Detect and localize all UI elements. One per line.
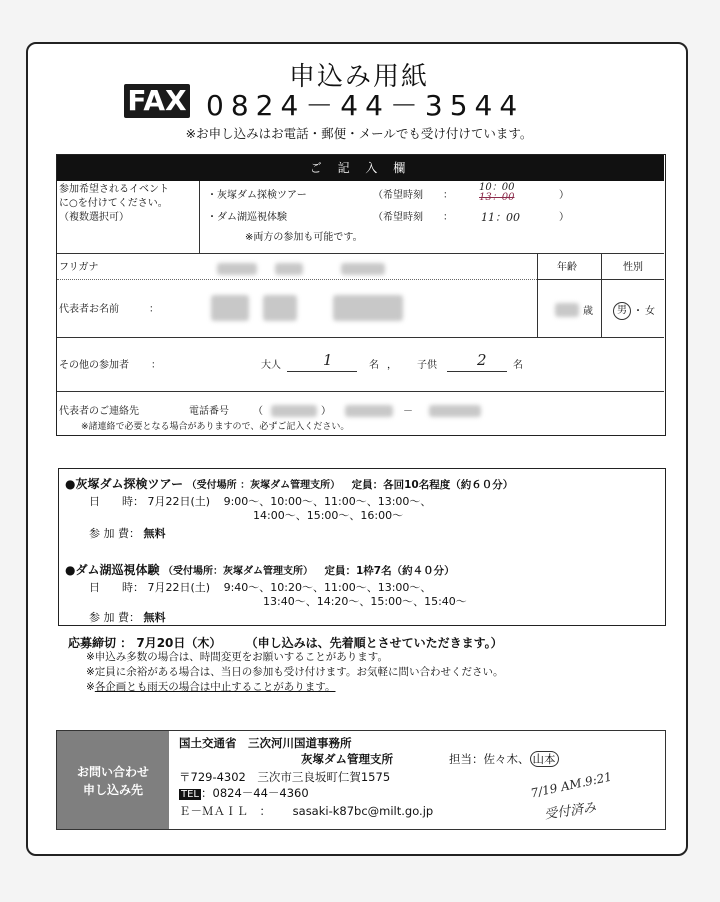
application-form-sheet [26,42,688,856]
event-prompt: 参加希望されるイベント に○を付けてください。 （複数選択可） [59,184,169,223]
patrol-time-value: 11：00 [481,211,520,224]
age-header: 年齢 [557,262,577,273]
notes: ※申込み多数の場合は、時間変更をお願いすることがあります。 ※定員に余裕がある場合は、当日の参加も受け付けます。お気軽に問い合わせください。 ※各企画とも雨天の場合は中止することがあります。 [86,651,504,693]
column-divider [199,181,200,253]
row-divider [57,253,664,254]
contact-label: 代表者のご連絡先 [59,406,139,417]
redacted-name [263,295,297,321]
staff-circled: 山本 [530,751,559,767]
page-title: 申込み用紙 [288,62,429,92]
tour-time-struck: 13：00 [479,192,515,203]
contact-office: 灰塚ダム管理支所 [301,752,393,766]
contact-postal: 〒729-4302 三次市三良坂町仁賀1575 [179,770,391,784]
form-heading: ご 記 入 欄 [57,155,664,181]
both-note: ※両方の参加も可能です。 [245,232,363,243]
option-patrol[interactable]: ・ダム湖巡視体験 （希望時刻 ： 11：00 ） [207,211,569,224]
column-divider [537,253,538,337]
entry-form: ご 記 入 欄 参加希望されるイベント に○を付けてください。 （複数選択可） ・灰塚ダム探検ツアー （希望時刻 ： 10：00 13：00 ） ・ダム湖巡視体験 （希望時刻 ： 11：00 ） ※両方の参加も可能です。 フリガナ 年齢 性別 代表者お名前 ： 歳 男 ・ 女 その他の参加者 ： 大人 1 名 ， 子供 2 名 代表者のご連絡先 電話番号 （ ） － ※諸連絡で必要となる場合がありますので、必ずご記入ください。 [56,154,666,436]
furigana-divider [57,279,537,280]
redacted-age [555,303,579,317]
header-divider [537,279,664,280]
row-divider [57,337,664,338]
deadline: 応募締切 ： 7月20日（木） （申し込みは、先着順とさせていただきます。） [68,636,503,650]
redacted-name [333,295,403,321]
redacted-phone [271,405,317,417]
contact-box: お問い合わせ 申し込み先 国土交通省 三次河川国道事務所 灰塚ダム管理支所 担当：佐々木、 山本 〒729-4302 三次市三良坂町仁賀1575 TEL ：0824－44－4360 Ｅ－ＭＡＩＬ ： sasaki-k87bc@milt.go.jp [56,730,666,830]
row-divider [57,391,664,392]
contact-email: Ｅ－ＭＡＩＬ ： sasaki-k87bc@milt.go.jp [179,804,434,818]
fax-number: 0824－44－3544 [206,89,525,122]
name-label: 代表者お名前 [59,304,119,315]
tour-time-value: 10：00 [479,182,515,193]
contact-tel: TEL ：0824－44－4360 [181,786,309,800]
tour-info: ●灰塚ダム探検ツアー （受付場所 ：灰塚ダム管理支所） 定員：各回10名程度（約６０分） [65,477,514,491]
others-label: その他の参加者 [59,360,129,371]
redacted-name [211,295,249,321]
fax-badge: FAX [124,84,190,118]
handwritten-received-note: 受付済み [543,800,598,823]
gender-female[interactable]: 女 [645,306,655,317]
patrol-info: ●ダム湖巡視体験 （受付場所：灰塚ダム管理支所） 定員：1枠7名（約４０分） [65,563,455,577]
handwritten-received-time: 7/19 AM.9:21 [529,769,614,801]
children-count: 2 [477,351,487,369]
header-notice: ※お申し込みはお電話・郵便・メールでも受け付けています。 [185,126,533,141]
option-tour[interactable]: ・灰塚ダム探検ツアー （希望時刻 ： 10：00 13：00 ） [207,182,569,203]
redacted-phone [345,405,393,417]
contact-note: ※諸連絡で必要となる場合がありますので、必ずご記入ください。 [81,422,350,432]
redacted-furigana [275,263,303,275]
email-link[interactable]: sasaki-k87bc@milt.go.jp [292,804,434,818]
redacted-furigana [217,263,257,275]
gender-header: 性別 [623,262,643,273]
adults-count: 1 [323,351,333,369]
redacted-phone [429,405,481,417]
redacted-furigana [341,263,385,275]
event-info-box: ●灰塚ダム探検ツアー （受付場所 ：灰塚ダム管理支所） 定員：各回10名程度（約６０分） 日 時： 7月22日(土) 9:00～、10:00～、11:00～、13:00～、 14:00～、15:00～、16:00～ 参 加 費： 無料 ●ダム湖巡視体験 （受付場所：灰塚ダム管理支所） 定員：1枠7名（約４０分） 日 時： 7月22日(土) 9:40～、10:20～、11:00～、13:00～、 13:40～、14:20～、15:00～、15:40～ 参 加 費： 無料 [58,468,666,626]
tel-icon: TEL [181,789,199,800]
phone-label: 電話番号 [189,406,229,417]
contact-org: 国土交通省 三次河川国道事務所 [179,736,352,750]
furigana-label: フリガナ [59,262,99,273]
contact-heading: お問い合わせ 申し込み先 [57,731,169,829]
gender-male-circled[interactable]: 男 [613,302,631,320]
column-divider [601,253,602,337]
